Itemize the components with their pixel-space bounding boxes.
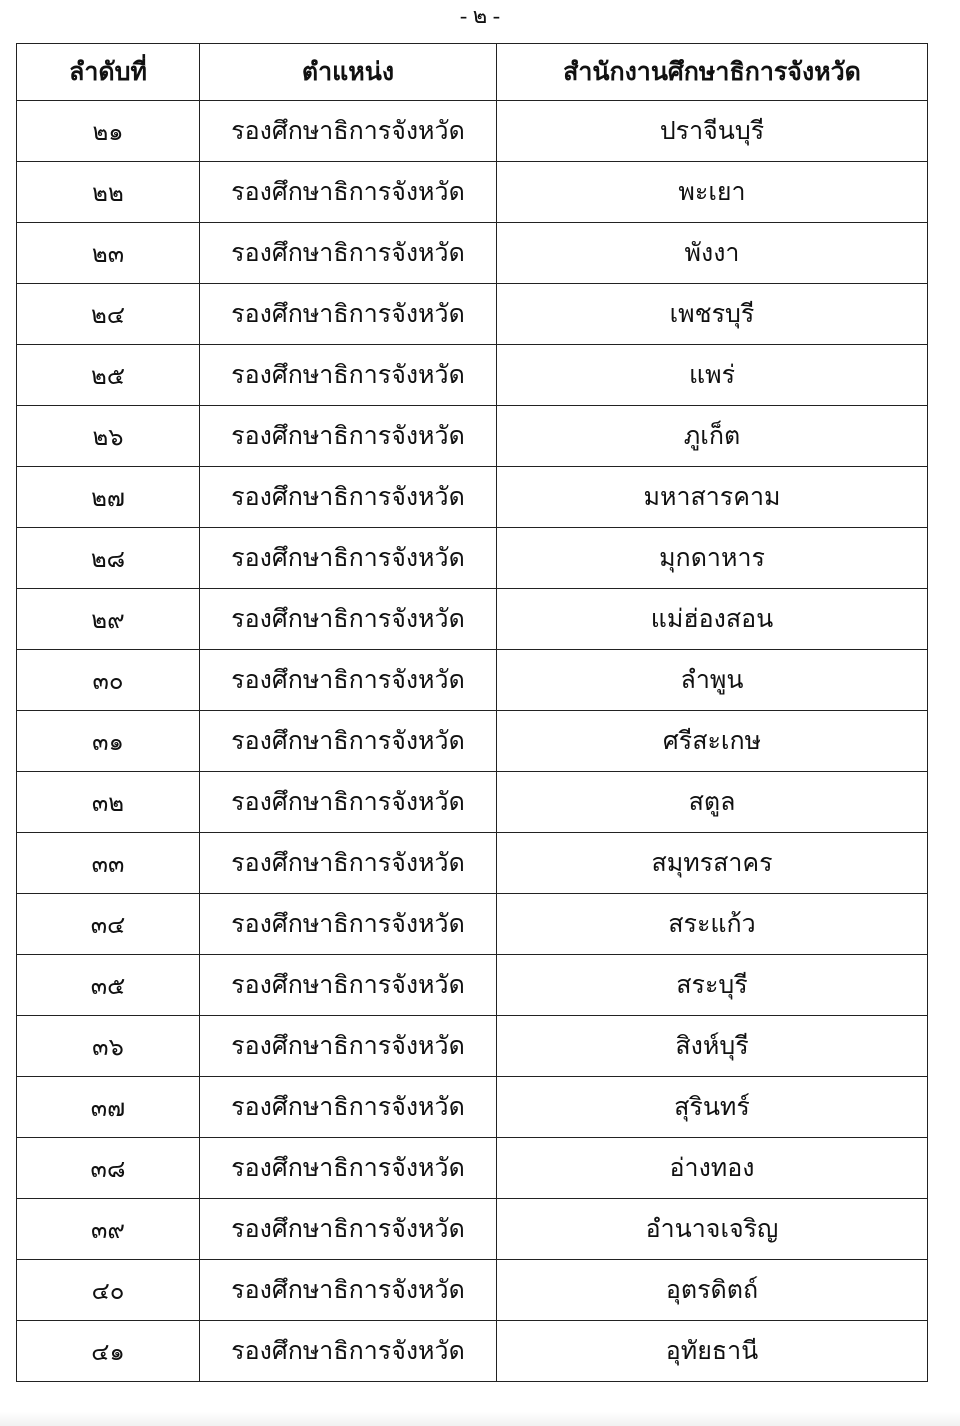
cell-position: รองศึกษาธิการจังหวัด xyxy=(200,223,497,284)
cell-office: มหาสารคาม xyxy=(497,467,928,528)
cell-office: พะเยา xyxy=(497,162,928,223)
cell-order: ๒๓ xyxy=(17,223,200,284)
cell-order: ๓๙ xyxy=(17,1199,200,1260)
table-row xyxy=(17,1077,928,1138)
cell-position: รองศึกษาธิการจังหวัด xyxy=(200,1260,497,1321)
appointment-table xyxy=(16,43,928,1382)
table-row xyxy=(17,589,928,650)
cell-position: รองศึกษาธิการจังหวัด xyxy=(200,955,497,1016)
cell-order: ๔๐ xyxy=(17,1260,200,1321)
table-row xyxy=(17,345,928,406)
table-row xyxy=(17,467,928,528)
cell-position: รองศึกษาธิการจังหวัด xyxy=(200,1199,497,1260)
table-row xyxy=(17,1260,928,1321)
table-header-row xyxy=(17,44,928,101)
table-row xyxy=(17,1138,928,1199)
cell-office: ภูเก็ต xyxy=(497,406,928,467)
cell-order: ๓๖ xyxy=(17,1016,200,1077)
table-row xyxy=(17,528,928,589)
cell-office: สิงห์บุรี xyxy=(497,1016,928,1077)
table-row xyxy=(17,894,928,955)
cell-order: ๒๙ xyxy=(17,589,200,650)
header-office: สำนักงานศึกษาธิการจังหวัด xyxy=(497,44,928,101)
table-row xyxy=(17,101,928,162)
cell-office: พังงา xyxy=(497,223,928,284)
cell-order: ๒๗ xyxy=(17,467,200,528)
cell-office: อุทัยธานี xyxy=(497,1321,928,1382)
cell-position: รองศึกษาธิการจังหวัด xyxy=(200,1016,497,1077)
cell-office: เพชรบุรี xyxy=(497,284,928,345)
cell-office: ปราจีนบุรี xyxy=(497,101,928,162)
cell-position: รองศึกษาธิการจังหวัด xyxy=(200,345,497,406)
cell-order: ๒๑ xyxy=(17,101,200,162)
cell-office: สระแก้ว xyxy=(497,894,928,955)
cell-position: รองศึกษาธิการจังหวัด xyxy=(200,467,497,528)
cell-office: สมุทรสาคร xyxy=(497,833,928,894)
cell-order: ๓๑ xyxy=(17,711,200,772)
cell-order: ๒๔ xyxy=(17,284,200,345)
cell-position: รองศึกษาธิการจังหวัด xyxy=(200,1321,497,1382)
table-row xyxy=(17,406,928,467)
cell-order: ๒๒ xyxy=(17,162,200,223)
cell-order: ๓๗ xyxy=(17,1077,200,1138)
cell-position: รองศึกษาธิการจังหวัด xyxy=(200,833,497,894)
table-row xyxy=(17,650,928,711)
cell-position: รองศึกษาธิการจังหวัด xyxy=(200,101,497,162)
cell-order: ๓๒ xyxy=(17,772,200,833)
cell-order: ๓๔ xyxy=(17,894,200,955)
cell-office: สตูล xyxy=(497,772,928,833)
page-bottom-edge xyxy=(0,1412,960,1426)
table-row xyxy=(17,223,928,284)
header-position: ตำแหน่ง xyxy=(200,44,497,101)
cell-office: อำนาจเจริญ xyxy=(497,1199,928,1260)
cell-position: รองศึกษาธิการจังหวัด xyxy=(200,284,497,345)
cell-office: สระบุรี xyxy=(497,955,928,1016)
table-row xyxy=(17,284,928,345)
cell-position: รองศึกษาธิการจังหวัด xyxy=(200,1138,497,1199)
table-body xyxy=(17,101,928,1382)
cell-position: รองศึกษาธิการจังหวัด xyxy=(200,711,497,772)
table-row xyxy=(17,1199,928,1260)
table-row xyxy=(17,833,928,894)
table-row xyxy=(17,955,928,1016)
cell-office: อุตรดิตถ์ xyxy=(497,1260,928,1321)
table-row xyxy=(17,1016,928,1077)
cell-office: แพร่ xyxy=(497,345,928,406)
cell-office: อ่างทอง xyxy=(497,1138,928,1199)
cell-position: รองศึกษาธิการจังหวัด xyxy=(200,1077,497,1138)
cell-order: ๓๓ xyxy=(17,833,200,894)
cell-order: ๓๐ xyxy=(17,650,200,711)
cell-office: ลำพูน xyxy=(497,650,928,711)
table-row xyxy=(17,711,928,772)
cell-office: สุรินทร์ xyxy=(497,1077,928,1138)
table-row xyxy=(17,162,928,223)
cell-office: แม่ฮ่องสอน xyxy=(497,589,928,650)
cell-position: รองศึกษาธิการจังหวัด xyxy=(200,589,497,650)
page-number: - ๒ - xyxy=(459,3,501,28)
cell-order: ๒๖ xyxy=(17,406,200,467)
cell-office: ศรีสะเกษ xyxy=(497,711,928,772)
header-order: ลำดับที่ xyxy=(17,44,200,101)
table-row xyxy=(17,772,928,833)
cell-order: ๓๕ xyxy=(17,955,200,1016)
cell-position: รองศึกษาธิการจังหวัด xyxy=(200,894,497,955)
cell-position: รองศึกษาธิการจังหวัด xyxy=(200,162,497,223)
cell-position: รองศึกษาธิการจังหวัด xyxy=(200,406,497,467)
cell-position: รองศึกษาธิการจังหวัด xyxy=(200,650,497,711)
cell-order: ๔๑ xyxy=(17,1321,200,1382)
cell-position: รองศึกษาธิการจังหวัด xyxy=(200,528,497,589)
cell-order: ๓๘ xyxy=(17,1138,200,1199)
cell-position: รองศึกษาธิการจังหวัด xyxy=(200,772,497,833)
cell-order: ๒๘ xyxy=(17,528,200,589)
table-row xyxy=(17,1321,928,1382)
cell-office: มุกดาหาร xyxy=(497,528,928,589)
cell-order: ๒๕ xyxy=(17,345,200,406)
